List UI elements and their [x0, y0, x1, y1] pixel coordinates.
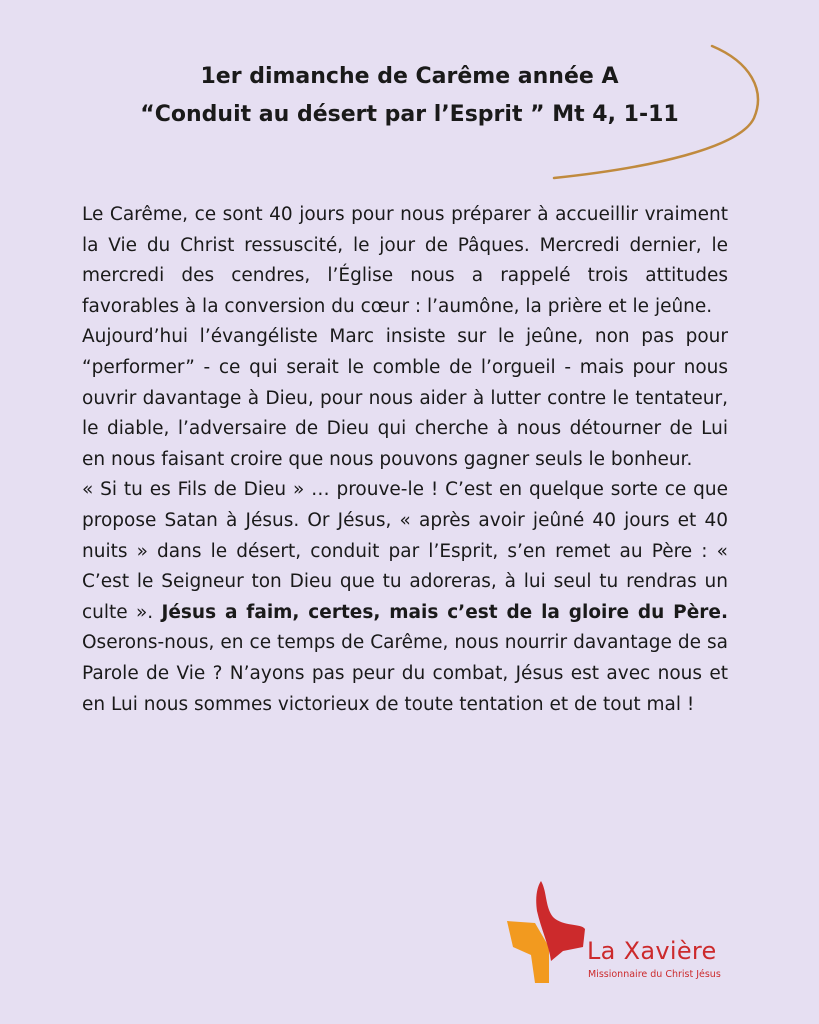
title-line-2: “Conduit au désert par l’Esprit ” Mt 4, 1-11 — [140, 102, 679, 127]
paragraph-3-start: « Si tu es Fils de Dieu » … prouve-le ! C’est en quelque sorte ce que propose Satan à Jésus. Or Jésus, « après avoir jeûné 40 jours et 40 nuits » dans le désert, conduit par l’Esprit, s’en remet au Père : « C’est le Seigneur ton Dieu que tu adoreras, à lui seul tu rendras un culte ». — [82, 479, 728, 623]
paragraph-3 — [82, 475, 728, 720]
body-text — [82, 200, 728, 720]
logo-mark-icon — [505, 877, 587, 987]
logo-name: La Xavière — [587, 937, 717, 965]
paragraph-3-end: Oserons-nous, en ce temps de Carême, nous nourrir davantage de sa Parole de Vie ? N’ayons pas peur du combat, Jésus est avec nous et en Lui nous sommes victorieux de toute tentation et de tout mal ! — [82, 632, 728, 715]
decorative-arc — [540, 40, 770, 190]
title-line-1: 1er dimanche de Carême année A — [200, 64, 619, 89]
paragraph-1: Le Carême, ce sont 40 jours pour nous préparer à accueillir vraiment la Vie du Christ ressuscité, le jour de Pâques. Mercredi dernier, le mercredi des cendres, l’Église nous a rappelé trois attitudes favorables à la conversion du cœur : l’aumône, la prière et le jeûne. — [82, 204, 728, 317]
la-xaviere-logo — [505, 877, 765, 987]
logo-tagline: Missionnaire du Christ Jésus — [588, 969, 721, 980]
paragraph-3-emphasis: Jésus a faim, certes, mais c’est de la gloire du Père. — [161, 601, 728, 623]
paragraph-2: Aujourd’hui l’évangéliste Marc insiste sur le jeûne, non pas pour “performer” - ce qui serait le comble de l’orgueil - mais pour nous ouvrir davantage à Dieu, pour nous aider à lutter contre le tentateur, le diable, l’adversaire de Dieu qui cherche à nous détourner de Lui en nous faisant croire que nous pouvons gagner seuls le bonheur. — [82, 326, 728, 470]
